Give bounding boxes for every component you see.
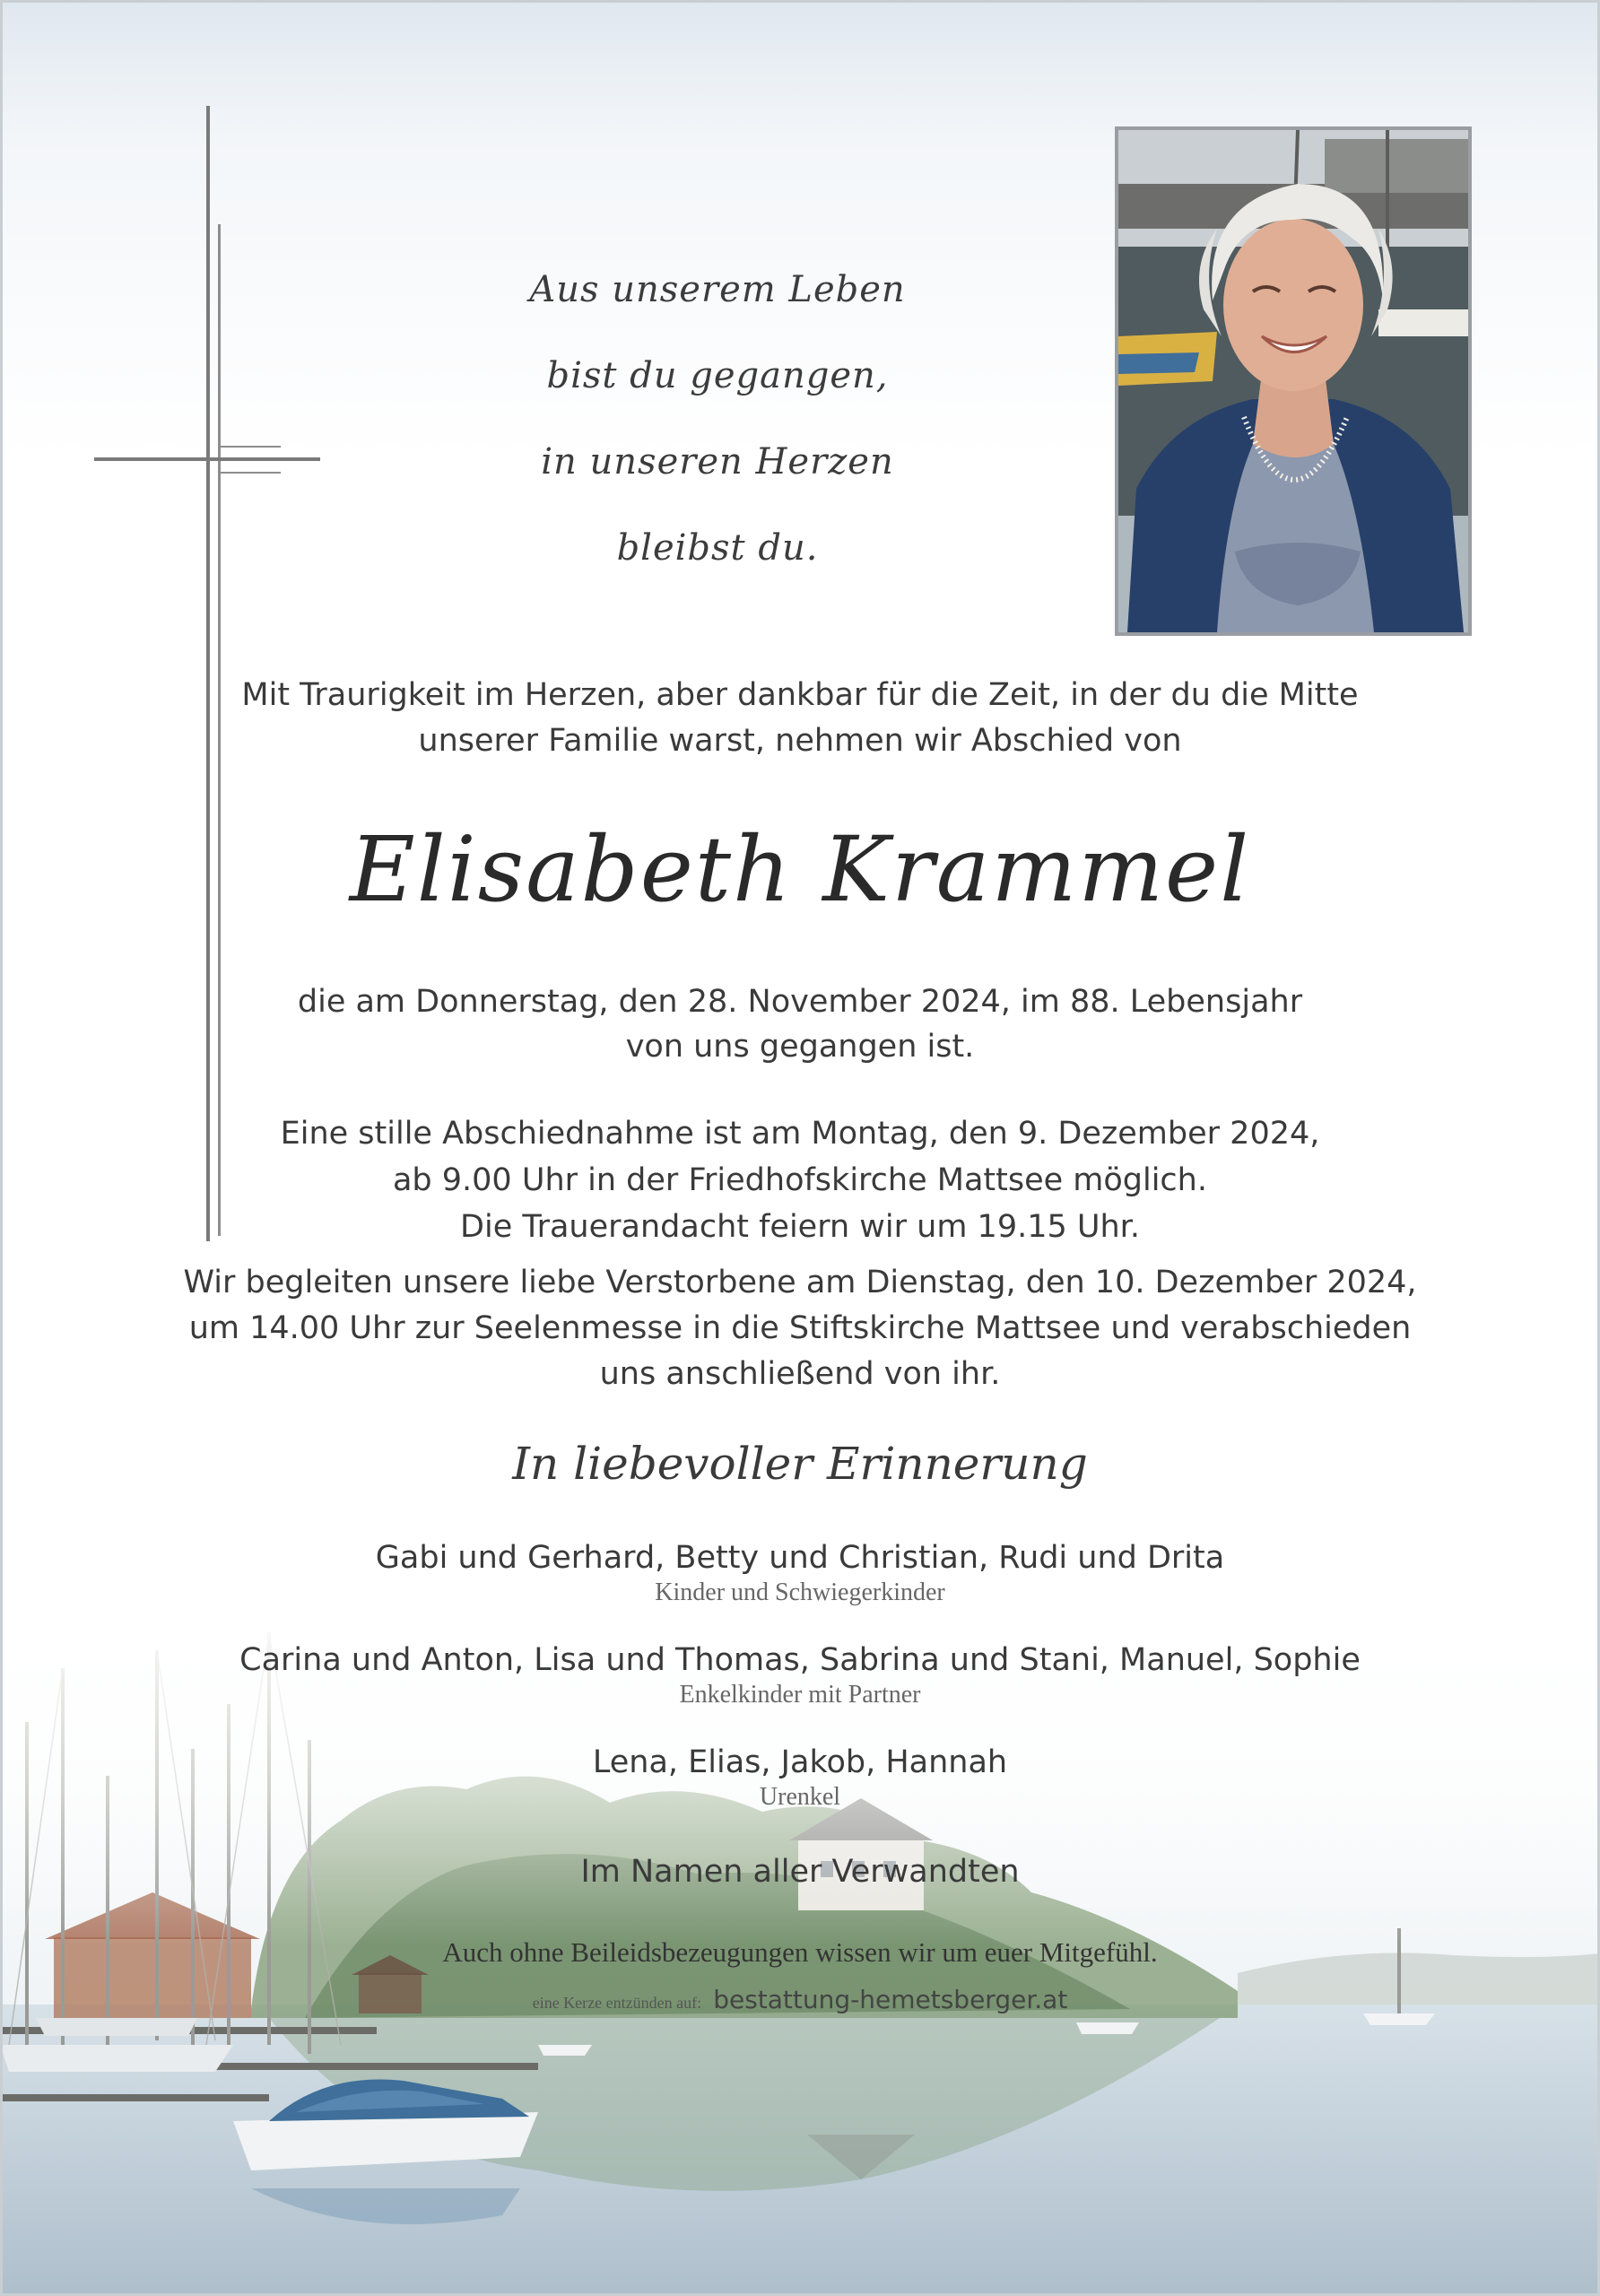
mourner-names: Gabi und Gerhard, Betty und Christian, Rudi und Drita: [375, 1540, 1225, 1576]
mourner-group-great-grandchildren: [0, 1743, 1600, 1813]
intro-text: [0, 673, 1600, 764]
relatives-line: Im Namen aller Verwandten: [580, 1854, 1020, 1890]
candle-website-link[interactable]: bestattung-hemetsberger.at: [713, 1985, 1068, 2014]
memorial-poem: [448, 247, 987, 591]
memory-heading: In liebevoller Erinnerung: [512, 1438, 1088, 1490]
poem-line-4: bleibst du.: [616, 527, 819, 569]
mourner-relation: Enkelkinder mit Partner: [679, 1681, 921, 1709]
funeral-details: [0, 1260, 1600, 1397]
poem-line-3: in unseren Herzen: [541, 441, 894, 483]
condolence-note: Auch ohne Beileidsbezeugungen wissen wir um euer Mitgefühl.: [442, 1936, 1158, 1968]
mourner-names: Carina und Anton, Lisa und Thomas, Sabrina und Stani, Manuel, Sophie: [239, 1642, 1361, 1678]
mourner-names: Lena, Elias, Jakob, Hannah: [592, 1744, 1008, 1780]
cross-horizontal-inner-line-bottom: [218, 472, 281, 474]
mourner-group-grandchildren: [0, 1640, 1600, 1710]
death-notice-line-2: von uns gegangen ist.: [625, 1029, 975, 1065]
intro-line-2: unserer Familie warst, nehmen wir Abschied von: [418, 723, 1182, 759]
funeral-line-2: um 14.00 Uhr zur Seelenmesse in die Stiftskirche Mattsee und verabschieden: [188, 1310, 1412, 1346]
death-notice: [0, 979, 1600, 1069]
mourner-relation: Urenkel: [759, 1783, 841, 1811]
vigil-details: [0, 1110, 1600, 1250]
vigil-line-1: Eine stille Abschiednahme ist am Montag, den 9. Dezember 2024,: [280, 1116, 1320, 1152]
death-notice-line-1: die am Donnerstag, den 28. November 2024, im 88. Lebensjahr: [297, 984, 1303, 1020]
poem-line-2: bist du gegangen,: [546, 355, 889, 396]
intro-line-1: Mit Traurigkeit im Herzen, aber dankbar für die Zeit, in der du die Mitte: [241, 677, 1359, 713]
mourner-group-children: [0, 1538, 1600, 1608]
deceased-name: Elisabeth Krammel: [349, 817, 1251, 922]
portrait-photo: [1115, 126, 1472, 636]
cross-horizontal-inner-line-top: [218, 446, 281, 448]
cross-horizontal-bar: [94, 457, 320, 461]
poem-line-1: Aus unserem Leben: [529, 269, 906, 310]
vigil-line-3: Die Trauerandacht feiern wir um 19.15 Uhr.: [460, 1209, 1140, 1245]
funeral-line-1: Wir begleiten unsere liebe Verstorbene am Dienstag, den 10. Dezember 2024,: [183, 1265, 1417, 1300]
mourner-relation: Kinder und Schwiegerkinder: [655, 1578, 945, 1606]
vigil-line-2: ab 9.00 Uhr in der Friedhofskirche Mattsee möglich.: [392, 1162, 1207, 1198]
candle-prefix: eine Kerze entzünden auf:: [532, 1994, 702, 2012]
candle-link-line: [0, 1982, 1600, 2022]
funeral-line-3: uns anschließend von ihr.: [599, 1356, 1001, 1392]
